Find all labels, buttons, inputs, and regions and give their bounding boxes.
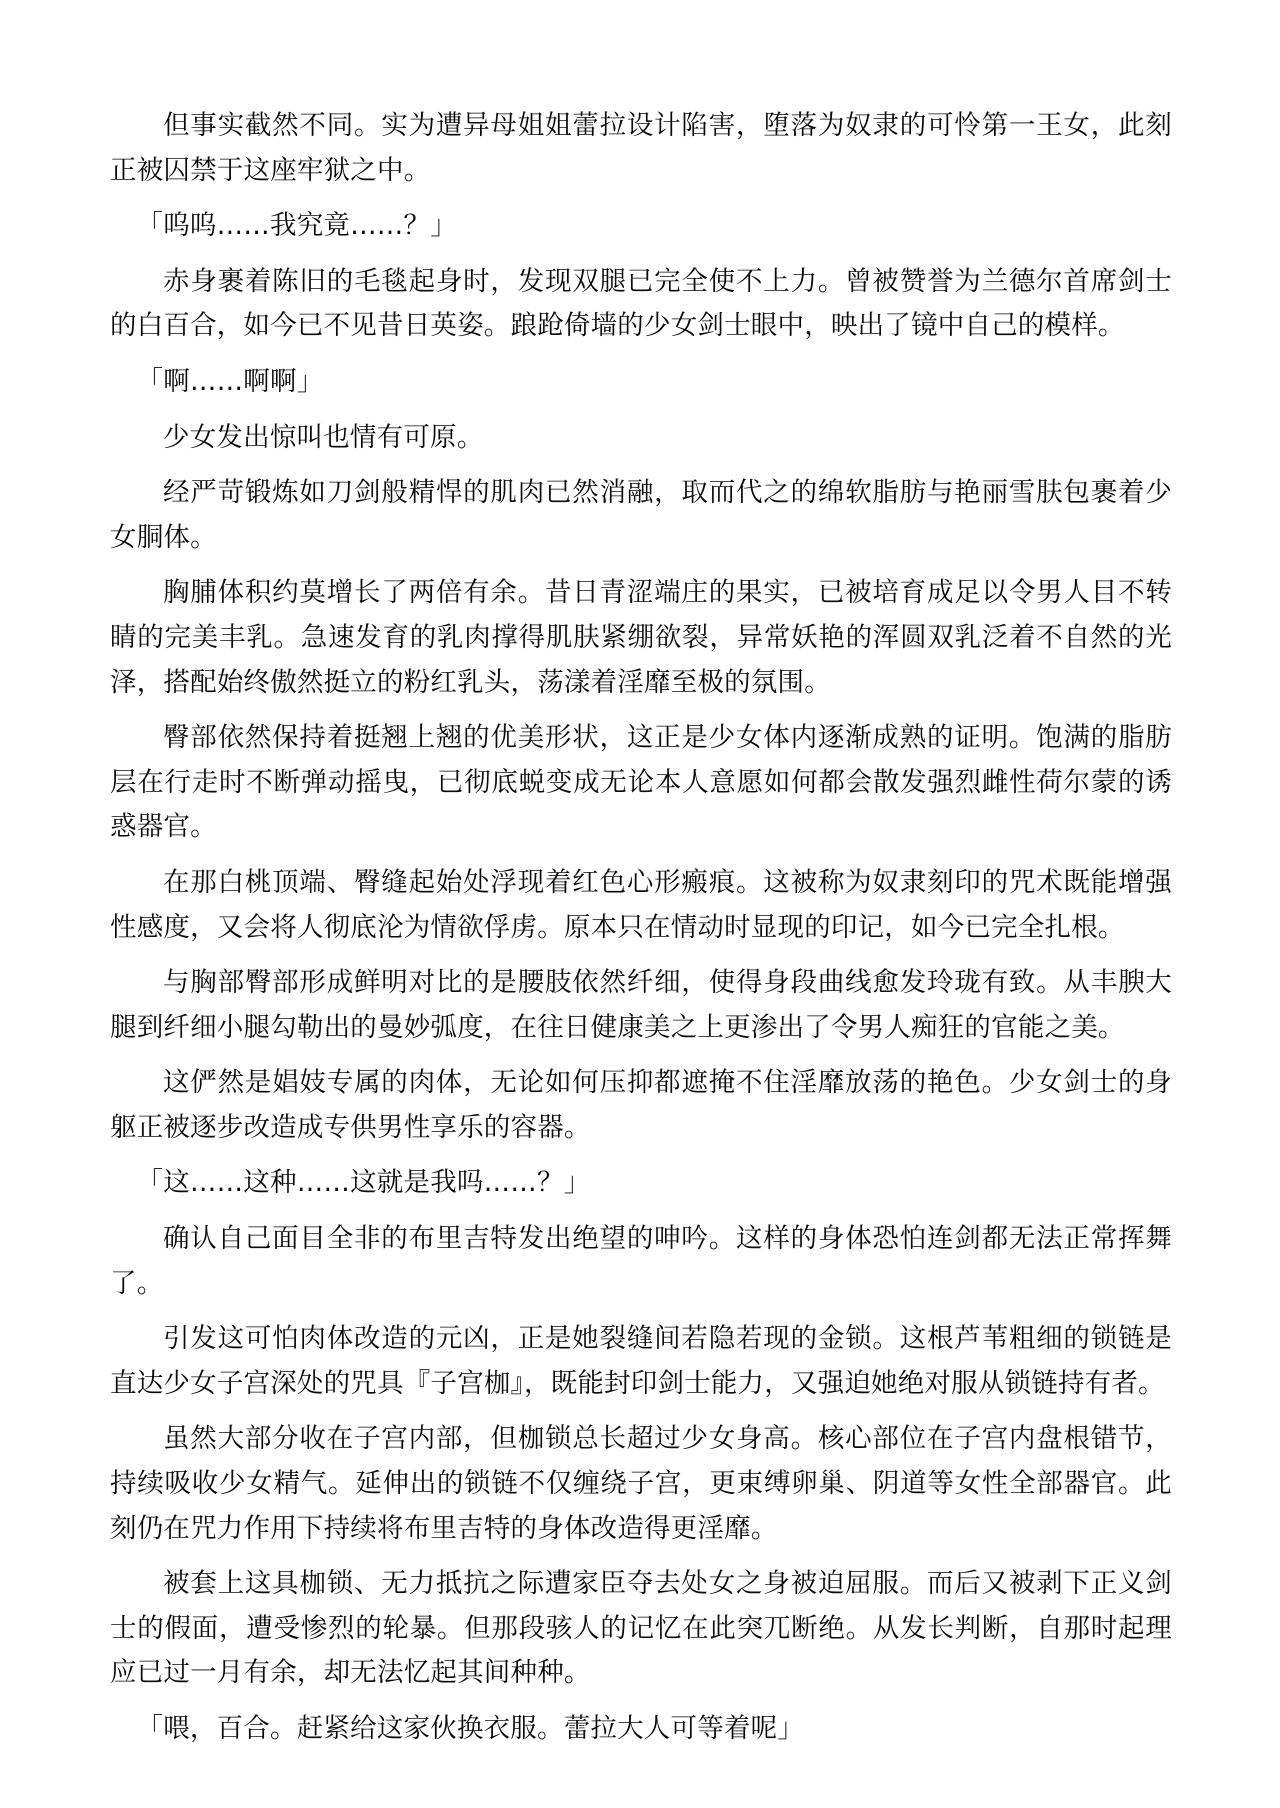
paragraph-5: 少女发出惊叫也情有可原。 [163,421,484,453]
paragraph-11: 这俨然是娼妓专属的肉体，无论如何压抑都遮掩不住淫靡放荡的艳色。少女剑士的身躯正被逐步改造成专供男性享乐的容器。 [110,1067,1172,1143]
paragraph-14: 引发这可怕肉体改造的元凶，正是她裂缝间若隐若现的金锁。这根芦苇粗细的锁链是直达少女子宫深处的咒具『子宫枷』，既能封印剑士能力，又强迫她绝对服从锁链持有者。 [110,1323,1172,1399]
paragraph-17: 「喂，百合。赶紧给这家伙换衣服。蕾拉大人可等着呢」 [136,1713,804,1744]
paragraph-10: 与胸部臀部形成鲜明对比的是腰肢依然纤细，使得身段曲线愈发玲珑有致。从丰腴大腿到纤细小腿勾勒出的曼妙弧度，在往日健康美之上更渗出了令男人痴狂的官能之美。 [110,967,1172,1043]
paragraph-8: 臀部依然保持着挺翘上翘的优美形状，这正是少女体内逐渐成熟的证明。饱满的脂肪层在行走时不断弹动摇曳，已彻底蜕变成无论本人意愿如何都会散发强烈雌性荷尔蒙的诱惑器官。 [110,722,1172,843]
paragraph-13: 确认自己面目全非的布里吉特发出绝望的呻吟。这样的身体恐怕连剑都无法正常挥舞了。 [110,1223,1172,1299]
paragraph-15: 虽然大部分收在子宫内部，但枷锁总长超过少女身高。核心部位在子宫内盘根错节，持续吸收少女精气。延伸出的锁链不仅缠绕子宫，更束缚卵巢、阴道等女性全部器官。此刻仍在咒力作用下持续将布里吉特的身体改造得更淫靡。 [110,1423,1172,1544]
paragraph-16: 被套上这具枷锁、无力抵抗之际遭家臣夺去处女之身被迫屈服。而后又被剥下正义剑士的假面，遭受惨烈的轮暴。但那段骇人的记忆在此突兀断绝。从发长判断，自那时起理应已过一月有余，却无法忆起其间种种。 [110,1568,1172,1689]
paragraph-2: 「呜呜……我究竟……？」 [136,210,457,242]
paragraph-3: 赤身裹着陈旧的毛毯起身时，发现双腿已完全使不上力。曾被赞誉为兰德尔首席剑士的白百合，如今已不见昔日英姿。踉跄倚墙的少女剑士眼中，映出了镜中自己的模样。 [110,265,1172,342]
paragraph-12: 「这……这种……这就是我吗……？」 [136,1167,591,1199]
paragraph-6: 经严苛锻炼如刀剑般精悍的肌肉已然消融，取而代之的绵软脂肪与艳丽雪肤包裹着少女胴体。 [110,477,1172,553]
paragraph-1: 但事实截然不同。实为遭异母姐姐蕾拉设计陷害，堕落为奴隶的可怜第一王女，此刻正被囚禁于这座牢狱之中。 [110,110,1172,186]
paragraph-7: 胸脯体积约莫增长了两倍有余。昔日青涩端庄的果实，已被培育成足以令男人目不转睛的完美丰乳。急速发育的乳肉撑得肌肤紧绷欲裂，异常妖艳的浑圆双乳泛着不自然的光泽，搭配始终傲然挺立的粉红乳头，荡漾着淫靡至极的氛围。 [110,577,1172,698]
paragraph-9: 在那白桃顶端、臀缝起始处浮现着红色心形瘢痕。这被称为奴隶刻印的咒术既能增强性感度，又会将人彻底沦为情欲俘虏。原本只在情动时显现的印记，如今已完全扎根。 [110,866,1172,943]
paragraph-4: 「啊……啊啊」 [136,365,324,397]
body-text-column [110,104,1172,1752]
